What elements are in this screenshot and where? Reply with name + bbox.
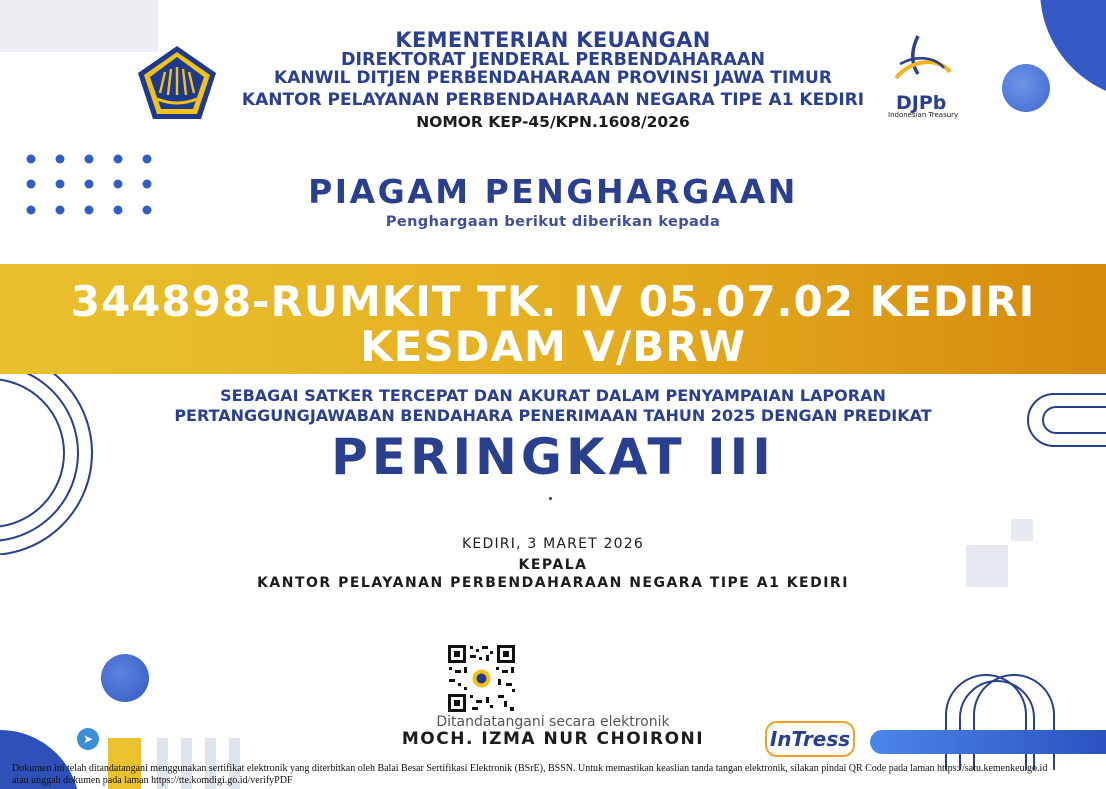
place-date: KEDIRI, 3 MARET 2026	[462, 536, 644, 552]
bottom-left-blue-circle	[101, 654, 149, 702]
award-description-line2: PERTANGGUNGJAWABAN BENDAHARA PENERIMAAN TAHUN 2025 DENGAN PREDIKAT	[174, 406, 932, 425]
small-dot-mark	[549, 497, 552, 500]
disclaimer-line2: atau unggah dokumen pada laman https://tte.komdigi.go.id/verifyPDF	[12, 775, 293, 786]
certificate-subtitle: Penghargaan berikut diberikan kepada	[385, 214, 721, 230]
esign-note: Ditandatangani secara elektronik	[436, 714, 670, 730]
signer-office: KANTOR PELAYANAN PERBENDAHARAAN NEGARA TIPE A1 KEDIRI	[257, 575, 849, 591]
directorate-name: DIREKTORAT JENDERAL PERBENDAHARAAN	[340, 50, 766, 70]
intress-logo	[765, 721, 855, 757]
djpb-logo-tagline: Indonesian Treasury	[888, 111, 959, 119]
disclaimer-line1: Dokumen ini telah ditandatangani menggunakan sertifikat elektronik yang diterbitkan oleh Balai Besar Sertifikasi Elektronik (BSrE), BSSN. Untuk memastikan keaslian tanda tangan elektronik, silakan pindai QR Code pada laman https://satu.kemenkeu.go.id	[12, 763, 1048, 774]
award-rank: PERINGKAT III	[331, 428, 775, 486]
recipient-name-line1: 344898-RUMKIT TK. IV 05.07.02 KEDIRI	[70, 277, 1036, 326]
signer-name: MOCH. IZMA NUR CHOIRONI	[401, 729, 705, 749]
djpb-logo-text: DJPb	[896, 92, 947, 114]
regional-office-name: KANWIL DITJEN PERBENDAHARAAN PROVINSI JAWA TIMUR	[274, 68, 832, 88]
qr-code	[446, 643, 517, 714]
ministry-name: KEMENTERIAN KEUANGAN	[395, 28, 711, 52]
decree-number: NOMOR KEP-45/KPN.1608/2026	[416, 113, 690, 131]
signer-position: KEPALA	[518, 557, 588, 573]
award-description-line1: SEBAGAI SATKER TERCEPAT DAN AKURAT DALAM PENYAMPAIAN LAPORAN	[220, 386, 886, 405]
globe-icon: ➤	[77, 728, 99, 750]
office-name: KANTOR PELAYANAN PERBENDAHARAAN NEGARA TIPE A1 KEDIRI	[241, 90, 865, 110]
recipient-name-line2: KESDAM V/BRW	[360, 322, 746, 371]
intress-logo-text: InTress	[769, 727, 851, 751]
certificate-title: PIAGAM PENGHARGAAN	[308, 172, 798, 211]
footer-disclaimer	[12, 763, 1097, 787]
